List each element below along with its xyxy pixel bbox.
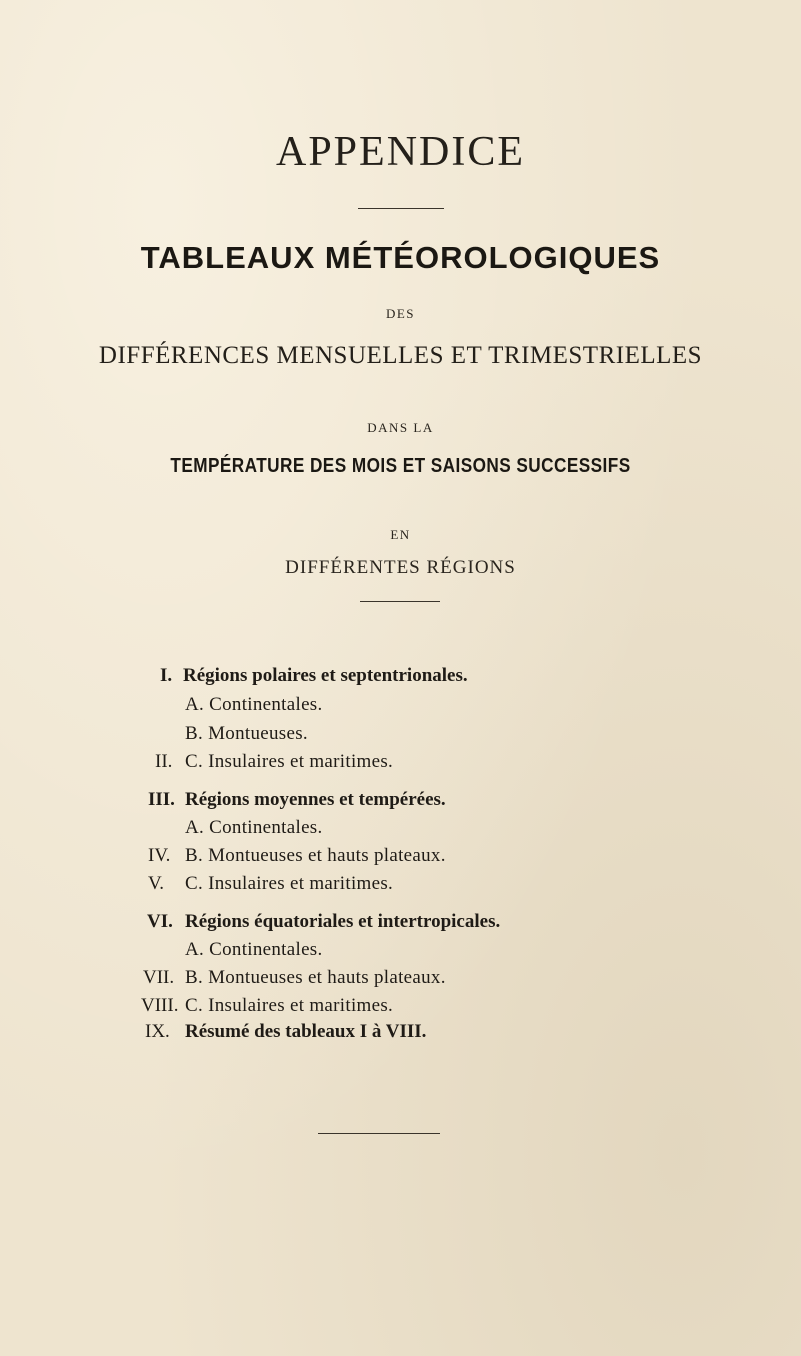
toc-entry: C. Insulaires et maritimes.: [185, 873, 394, 894]
toc-entry: B. Montueuses et hauts plateaux.: [185, 845, 446, 866]
toc-entry: Régions équatoriales et intertropicales.: [185, 911, 501, 932]
toc-number: VIII.: [141, 995, 179, 1016]
toc-entry: A. Continentales.: [185, 939, 323, 960]
divider-rule-bottom: [318, 1133, 440, 1134]
heading-temperature: TEMPÉRATURE DES MOIS ET SAISONS SUCCESSIFS: [170, 455, 631, 477]
toc-entry: C. Insulaires et maritimes.: [185, 751, 394, 772]
heading-tableaux: TABLEAUX MÉTÉOROLOGIQUES: [140, 240, 661, 275]
heading-en: EN: [390, 527, 411, 542]
toc-entry: Résumé des tableaux I à VIII.: [185, 1021, 427, 1042]
toc-entry: Régions polaires et septentrionales.: [183, 665, 468, 686]
toc-entry: C. Insulaires et maritimes.: [185, 995, 394, 1016]
toc-number: V.: [148, 873, 165, 894]
toc-number: VI.: [147, 911, 173, 932]
toc-number: IX.: [145, 1021, 170, 1042]
toc-entry: B. Montueuses et hauts plateaux.: [185, 967, 446, 988]
toc-entry: A. Continentales.: [185, 694, 323, 715]
toc-number: IV.: [148, 845, 171, 866]
toc-number: III.: [148, 789, 175, 810]
toc-entry: B. Montueuses.: [185, 723, 308, 744]
toc-number: I.: [160, 665, 173, 686]
heading-dans-la: DANS LA: [367, 420, 434, 435]
toc-number: VII.: [143, 967, 175, 988]
toc-number: II.: [155, 751, 173, 772]
heading-des: DES: [385, 306, 416, 321]
toc-entry: Régions moyennes et tempérées.: [185, 789, 446, 810]
toc-entry: A. Continentales.: [185, 817, 323, 838]
heading-regions: DIFFÉRENTES RÉGIONS: [285, 557, 516, 578]
appendix-title: APPENDICE: [275, 129, 526, 175]
heading-differences: DIFFÉRENCES MENSUELLES ET TRIMESTRIELLES: [98, 342, 703, 369]
